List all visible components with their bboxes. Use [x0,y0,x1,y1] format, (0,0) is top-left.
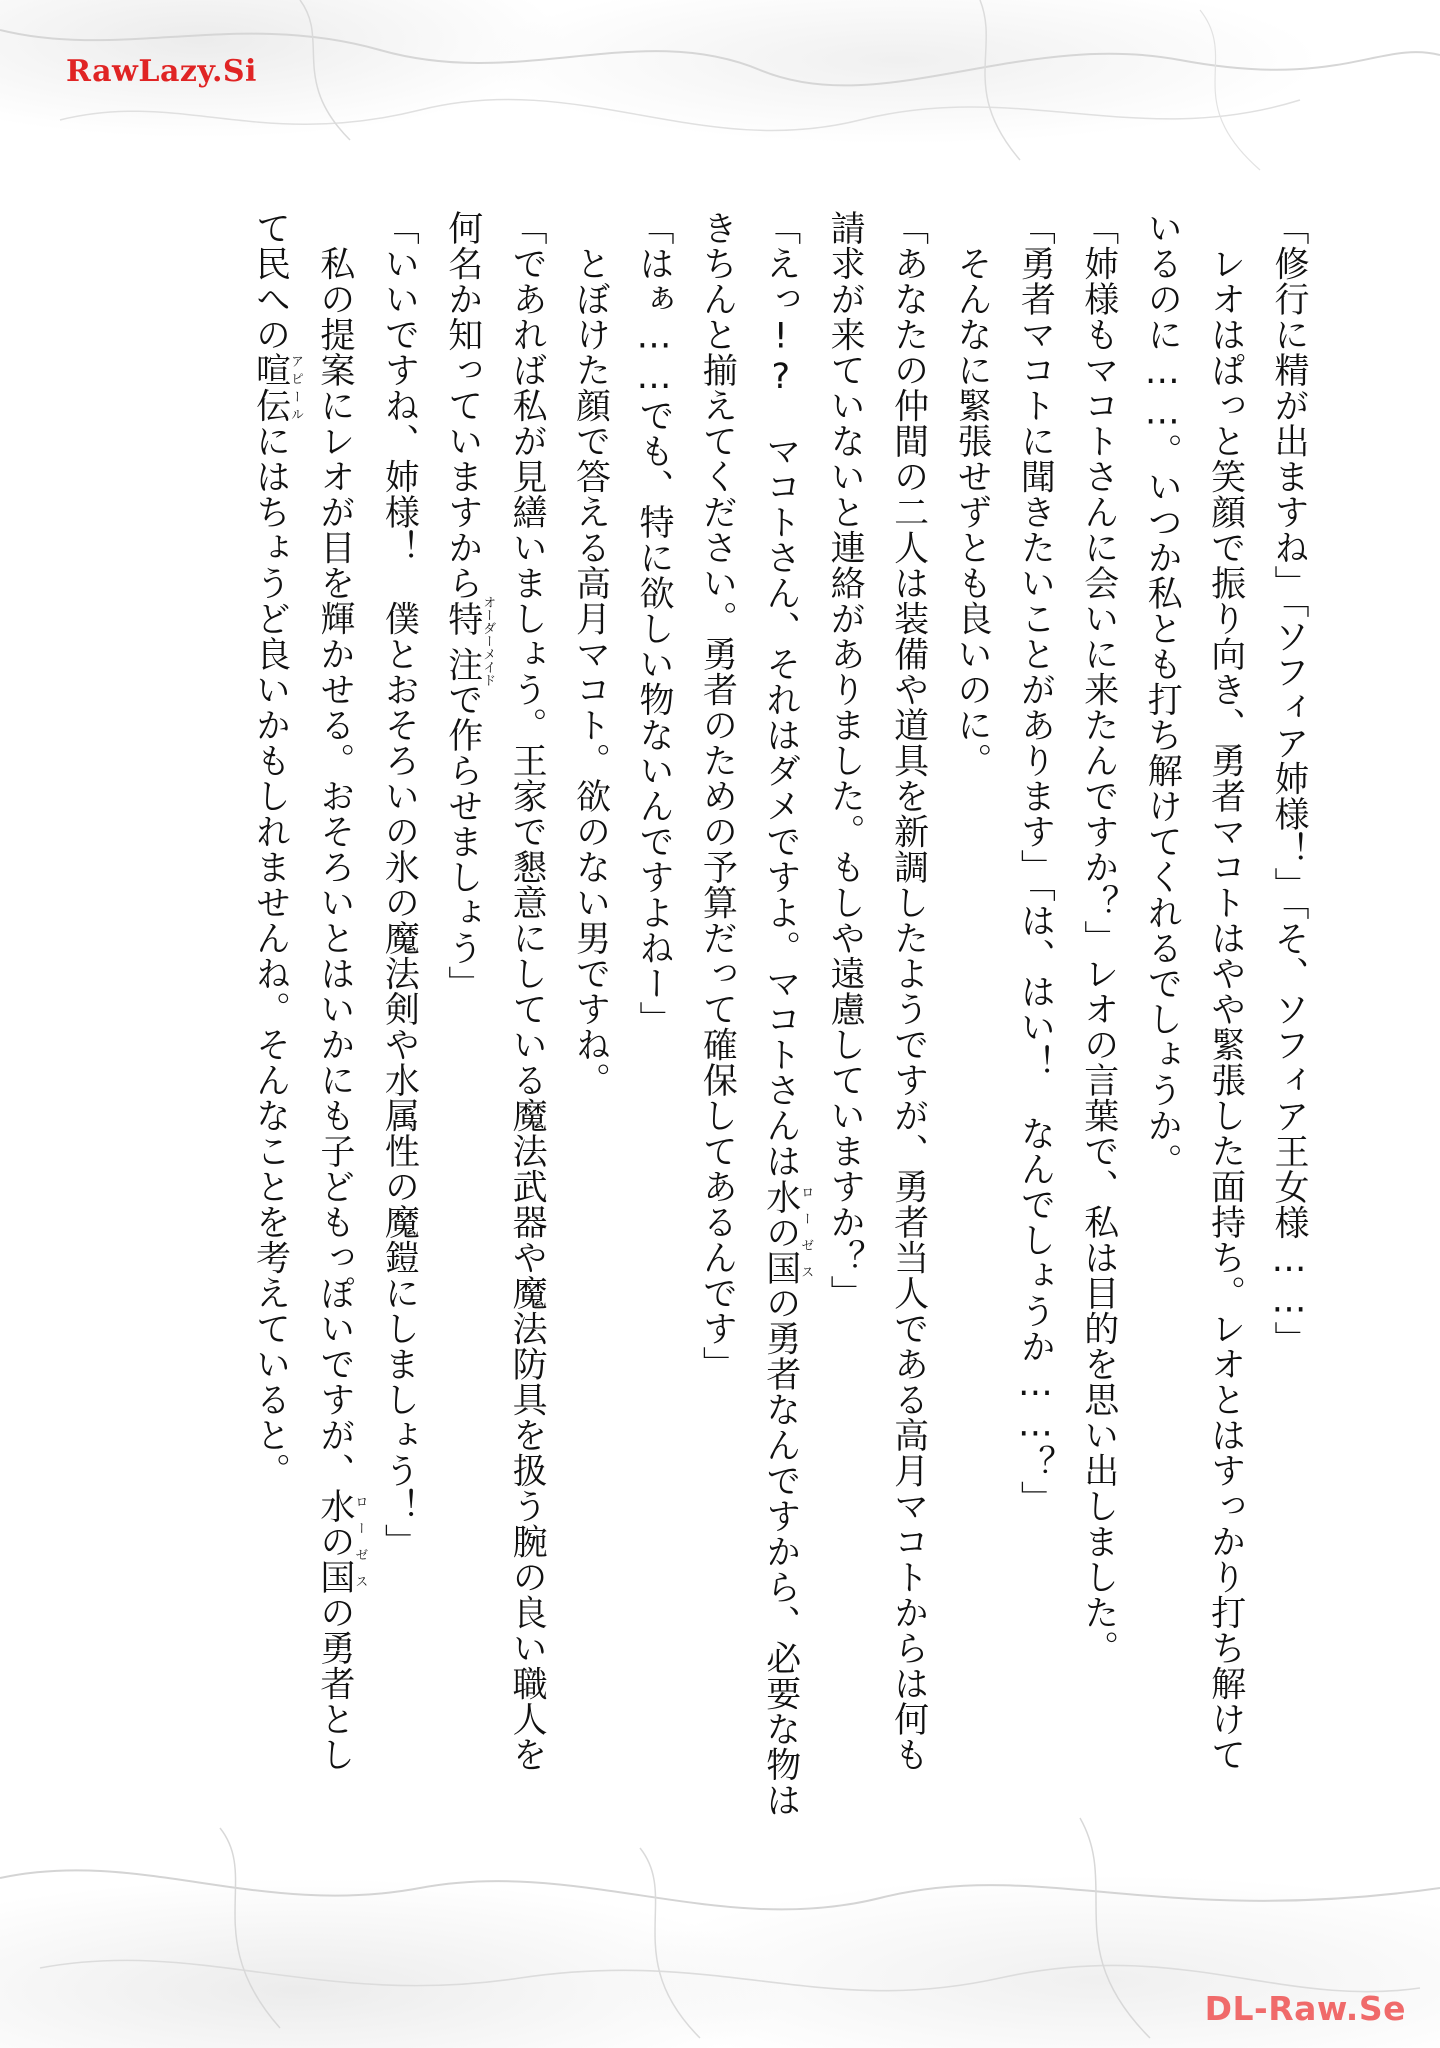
watermark-bottom: DL-Raw.Se [1204,1989,1406,2028]
ruby-base: 特注 [442,595,483,687]
ruby-annotation [250,352,303,423]
text-line: 「あなたの仲間の二人は装備や道具を新調したようですが、勇者当人である高月マコトからは何も [888,210,929,1772]
marble-texture-top [0,0,1440,220]
text-line: 「はぁ……でも、特に欲しい物ないんですよねー」 [633,210,674,1037]
ruby-text: ローゼス [352,1488,368,1595]
ruby-text: オーダーメイド [480,595,496,687]
text-line [748,210,812,1850]
ruby-annotation [314,1488,368,1595]
text-line: そんなに緊張せずとも良いのに。 [951,210,992,778]
ruby-base: 水の国 [314,1488,355,1595]
text-line [303,210,367,1850]
text-segment: 私の提案にレオが目を輝かせる。おそろいとはいかにも子どもっぽいですが、 [314,210,355,1488]
text-line: いるのに……。いつか私とも打ち解けてくれるでしょうか。 [1142,210,1183,1179]
ruby-annotation [760,1178,814,1286]
text-segment: の勇者とし [314,1594,355,1772]
text-segment: 「えっ!? マコトさん、それはダメですよ。マコトさんは [760,210,801,1179]
ruby-annotation [442,595,496,687]
ruby-text: ローゼス [798,1178,814,1285]
text-line: レオはぱっと笑顔で振り向き、勇者マコトはやや緊張した面持ち。レオとはすっかり打ち解けて [1205,210,1246,1772]
text-line: とぼけた顔で答える高月マコト。欲のない男ですね。 [570,210,611,1098]
text-segment: の勇者なんですから、必要な物は [760,1285,801,1818]
watermark-top: RawLazy.Si [66,54,257,89]
ruby-base: 水の国 [760,1178,801,1285]
text-line: 「姉様もマコトさんに会いに来たんですか？」レオの言葉で、私は目的を思い出しました。 [1078,210,1119,1666]
text-line: 「修行に精が出ますね」「ソフィア姉様！」「そ、ソフィア王女様……」 [1269,210,1309,1357]
text-line [430,210,494,1850]
text-line: 「いいですね、姉様！ 僕とおそろいの氷の魔法剣や水属性の魔鎧にしましょう！」 [379,210,420,1559]
text-line: 「勇者マコトに聞きたいことがあります」「は、はい！ なんでしょうか……？」 [1015,210,1056,1516]
text-segment: て民への [250,210,291,352]
vertical-text-body [180,210,1320,1850]
text-segment: 何名か知っていますから [442,210,483,601]
text-segment: で作らせましょう」 [442,681,483,1001]
text-segment: にはちょうど良いかもしれませんね。そんなことを考えていると。 [250,423,291,1488]
text-line: 「であれば私が見繕いましょう。王家で懇意にしている魔法武器や魔法防具を扱う腕の良い職人を [507,210,548,1772]
text-line: 請求が来ていないと連絡がありました。もしや遠慮していますか？」 [825,210,866,1311]
text-line: きちんと揃えてください。勇者のための予算だって確保してあるんです」 [697,210,738,1382]
text-line [238,210,302,1850]
ruby-base: 喧伝 [250,352,291,423]
ruby-text: アピール [288,352,303,423]
